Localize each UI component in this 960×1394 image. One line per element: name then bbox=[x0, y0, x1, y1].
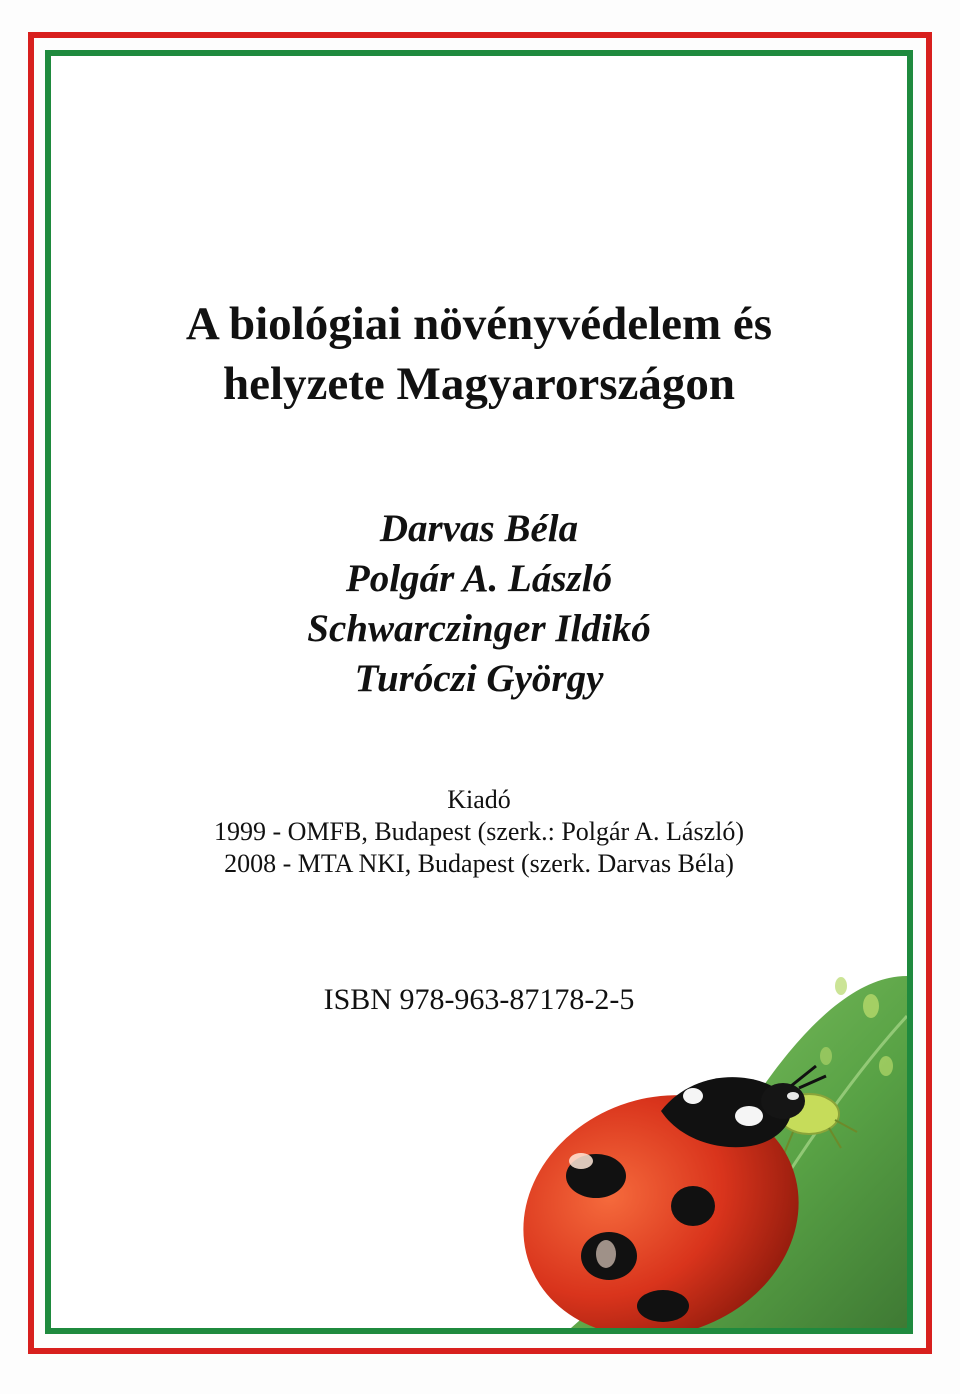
author-list bbox=[51, 504, 907, 704]
isbn-number: ISBN 978-963-87178-2-5 bbox=[323, 983, 635, 1016]
author-name: Turóczi György bbox=[354, 657, 604, 700]
author-name: Darvas Béla bbox=[379, 507, 579, 550]
publisher-block bbox=[51, 784, 907, 880]
book-title bbox=[51, 294, 907, 414]
author-name: Schwarczinger Ildikó bbox=[307, 607, 651, 650]
author-name: Polgár A. László bbox=[345, 557, 613, 600]
title-line-1: A biológiai növényvédelem és bbox=[185, 298, 773, 350]
edition-line: 2008 - MTA NKI, Budapest (szerk. Darvas Béla) bbox=[224, 849, 734, 878]
ladybug-illustration bbox=[431, 936, 907, 1328]
edition-line: 1999 - OMFB, Budapest (szerk.: Polgár A. László) bbox=[213, 817, 745, 846]
cover-page bbox=[51, 56, 907, 1328]
title-line-2: helyzete Magyarországon bbox=[222, 358, 736, 410]
publisher-label: Kiadó bbox=[447, 785, 511, 814]
